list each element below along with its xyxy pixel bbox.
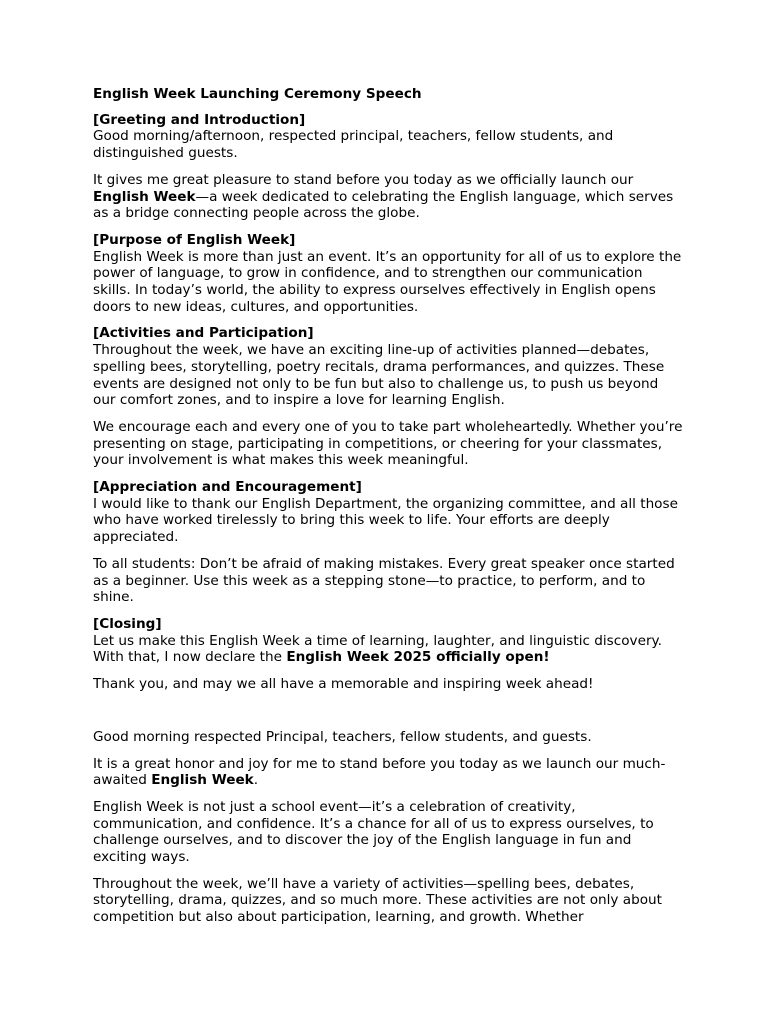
- bold-text-english-week: English Week: [151, 772, 254, 789]
- text-run: It is a great honor and joy for me to stand before you today as we launch our much-awaited: [93, 755, 666, 789]
- text-run: Let us make this English Week a time of learning, laughter, and linguistic discovery. With that, I now declare the: [93, 632, 662, 666]
- section-heading-activities: [Activities and Participation]: [93, 325, 314, 342]
- document-page: [93, 86, 683, 936]
- section-heading-purpose: [Purpose of English Week]: [93, 231, 296, 248]
- section-heading-greeting: [Greeting and Introduction]: [93, 111, 306, 128]
- section-spacer: [93, 703, 683, 729]
- paragraph-second-speech-2: [93, 756, 683, 789]
- bold-text-english-week: English Week: [93, 188, 196, 205]
- paragraph-closing-1: [93, 633, 683, 666]
- paragraph-purpose-1: English Week is more than just an event. It’s an opportunity for all of us to explore the power of language, to grow in confidence, and to strengthen our communication skills. In today’s world, the ability to express ourselves effectively in English opens doors to new ideas, cultures, and opportunities.: [93, 248, 682, 315]
- bold-text-declaration: English Week 2025 officially open!: [286, 649, 550, 666]
- text-run: .: [253, 772, 259, 789]
- paragraph-appreciation-2: To all students: Don’t be afraid of making mistakes. Every great speaker once started as a beginner. Use this week as a stepping stone—to practice, to perform, and to shine.: [93, 555, 675, 606]
- paragraph-second-speech-4: Throughout the week, we’ll have a variety of activities—spelling bees, debates, storytelling, drama, quizzes, and so much more. These activities are not only about competition but also about participation, learning, and growth. Whether: [93, 875, 662, 926]
- section-heading-closing: [Closing]: [93, 615, 162, 632]
- paragraph-greeting-1: Good morning/afternoon, respected principal, teachers, fellow students, and distinguished guests.: [93, 128, 614, 162]
- paragraph-second-speech-1: Good morning respected Principal, teachers, fellow students, and guests.: [93, 728, 592, 745]
- paragraph-greeting-2: [93, 172, 683, 222]
- document-title: English Week Launching Ceremony Speech: [93, 86, 422, 102]
- paragraph-activities-1: Throughout the week, we have an exciting line-up of activities planned—debates, spelling bees, storytelling, poetry recitals, drama performances, and quizzes. These events are designed not only to be fun but also to challenge us, to push us beyond our comfort zones, and to inspire a love for learning English.: [93, 342, 665, 409]
- paragraph-second-speech-3: English Week is not just a school event—it’s a celebration of creativity, communication, and confidence. It’s a chance for all of us to express ourselves, to challenge ourselves, and to discover the joy of the English language in fun and exciting ways.: [93, 798, 654, 866]
- text-run: —a week dedicated to celebrating the English language, which serves as a bridge connecting people across the globe.: [93, 188, 674, 222]
- paragraph-activities-2: We encourage each and every one of you to take part wholeheartedly. Whether you’re presenting on stage, participating in competitions, or cheering for your classmates, your involvement is what makes this week meaningful.: [93, 418, 683, 469]
- text-run: It gives me great pleasure to stand before you today as we officially launch our: [93, 171, 634, 188]
- paragraph-closing-2: Thank you, and may we all have a memorable and inspiring week ahead!: [93, 676, 594, 693]
- paragraph-appreciation-1: I would like to thank our English Department, the organizing committee, and all those who have worked tirelessly to bring this week to life. Your efforts are deeply appreciated.: [93, 495, 678, 546]
- section-heading-appreciation: [Appreciation and Encouragement]: [93, 479, 362, 496]
